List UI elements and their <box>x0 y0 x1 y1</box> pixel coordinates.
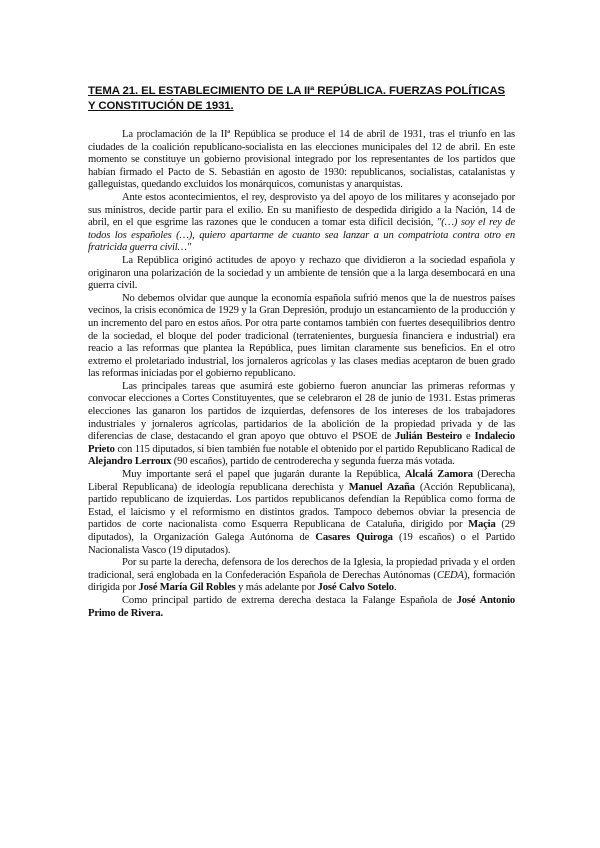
name-lerroux: Alejandro Lerroux <box>88 456 172 468</box>
paragraph-text: ), formación dirigida por <box>88 569 516 594</box>
document-title: TEMA 21. EL ESTABLECIMIENTO DE LA IIª REPÚBLICA. FUERZAS POLÍTICAS Y CONSTITUCIÓN DE 1931. <box>88 85 505 112</box>
paragraph-right <box>88 557 515 595</box>
name-zamora: Alcalá Zamora <box>404 469 473 481</box>
name-azana: Manuel Azaña <box>348 481 415 493</box>
paragraph-text: (19 escaños) o el Partido Nacionalista Vasco (19 diputados). <box>88 532 516 556</box>
paragraph-text: (Derecha Liberal Republicana) de ideología republicana derechista y <box>88 469 516 493</box>
paragraph-text: (Acción Republicana), partido republicano de izquierdas. Los partidos republicanos defendían la República como forma de Estad, el laicismo y el reformismo en distintos grados. Tampoco debemos obviar la presencia de partidos de corte nacionalista como Esquerra Republicana de Cataluña, dirigido por <box>88 481 516 531</box>
paragraph-king-exile <box>88 192 515 255</box>
name-besteiro: Julián Besteiro <box>395 431 463 443</box>
acronym-ceda: CEDA <box>436 569 464 581</box>
paragraph-proclamation <box>88 129 515 192</box>
paragraph-text: Ante estos acontecimientos, el rey, desprovisto ya del apoyo de los militares y aconsejado por sus ministros, decide partir para el exilio. En su manifiesto de despedida dirigido a la Nación, 14 de abril, en el que esgrime las razones que le conducen a tomar esta difícil decisión, <box>88 191 515 229</box>
paragraph-text: Muy importante será el papel que jugarán durante la República, <box>122 469 401 481</box>
name-macia: Maçia <box>468 519 496 531</box>
name-gil-robles: José María Gil Robles <box>138 582 236 594</box>
paragraph-economy <box>88 293 515 381</box>
paragraph-text: . <box>393 582 397 594</box>
document-page <box>88 84 515 620</box>
paragraph-text: La proclamación de la IIª República se produce el 14 de abril de 1931, tras el triunfo en las ciudades de la coalición republicano-socialista en las elecciones municipales del 12 de abril. En este momento se constituye un gobierno provisional integrado por los representantes de los partidos que habían firmado el Pacto de S. Sebastián en agosto de 1930: republicanos, socialistas, catalanistas y galleguistas, quedando excluidos los monárquicos, comunistas y anarquistas. <box>88 129 515 191</box>
paragraph-text: e <box>466 431 471 443</box>
paragraph-text: Como principal partido de extrema derecha destaca la Falange Española de <box>122 594 452 606</box>
paragraph-republicans <box>88 469 515 557</box>
paragraph-text: No debemos olvidar que aunque la economía española sufrió menos que la de nuestros países vecinos, la crisis económica de 1929 y la Gran Depresión, produjo un estancamiento de la producción y un incremento del paro en estos años. Por otra parte contamos también con fuertes desequilibrios dentro de la sociedad, el bloque del poder tradicional (terratenientes, burguesía financiera e industrial) era reacio a las reformas que plantea la República, pues limitan claramente sus beneficios. En el otro extremo el proletariado industrial, los jornaleros agrícolas y las clases medias aceptaron de buen grado las reformas iniciadas por el gobierno republicano. <box>88 292 515 380</box>
paragraph-text: Por su parte la derecha, defensora de los derechos de la Iglesia, la propiedad privada y el orden tradicional, será englobada en la Confederación Española de Derechas Autónomas ( <box>88 557 515 581</box>
paragraph-text: (90 escaños), partido de centroderecha y segunda fuerza más votada. <box>173 456 455 468</box>
name-prieto: Indalecio Prieto <box>88 431 515 455</box>
paragraph-elections <box>88 381 515 469</box>
name-calvo-sotelo: José Calvo Sotelo <box>317 582 394 594</box>
paragraph-text: (29 diputados), la Organización Galega Autónoma de <box>88 519 515 543</box>
paragraph-text: con 115 diputados, si bien también fue notable el obtenido por el partido Republicano Radical de <box>117 443 515 455</box>
paragraph-text: La República originó actitudes de apoyo y rechazo que dividieron a la sociedad española y originaron una polarización de la sociedad y un ambiente de tensión que a la larga desembocará en una guerra civil. <box>88 254 515 292</box>
paragraph-text: Las principales tareas que asumirá este gobierno fueron anunciar las primeras reformas y convocar elecciones a Cortes Constituyentes, que se celebraron el 28 de junio de 1931. Estas primeras elecciones las ganaron los partidos de izquierdas, defensores de los intereses de los trabajadores industriales y jornaleros agrícolas, partidarios de la abolición de la propiedad privada y de las diferencias de clase, destacando el gran apoyo que obtuvo el PSOE de <box>88 380 515 443</box>
paragraph-text: y más adelante por <box>238 582 316 594</box>
king-quote: "(…) soy el rey de todos los españoles (…), quiero apartarme de cuanto sea lanzar a un compatriota contra otro en fratricida guerra civil…" <box>88 217 516 254</box>
paragraph-falange <box>88 595 515 620</box>
name-casares: Casares Quiroga <box>315 532 393 543</box>
name-primo-de-rivera: José Antonio Primo de Rivera. <box>88 594 516 619</box>
paragraph-polarization <box>88 255 515 293</box>
